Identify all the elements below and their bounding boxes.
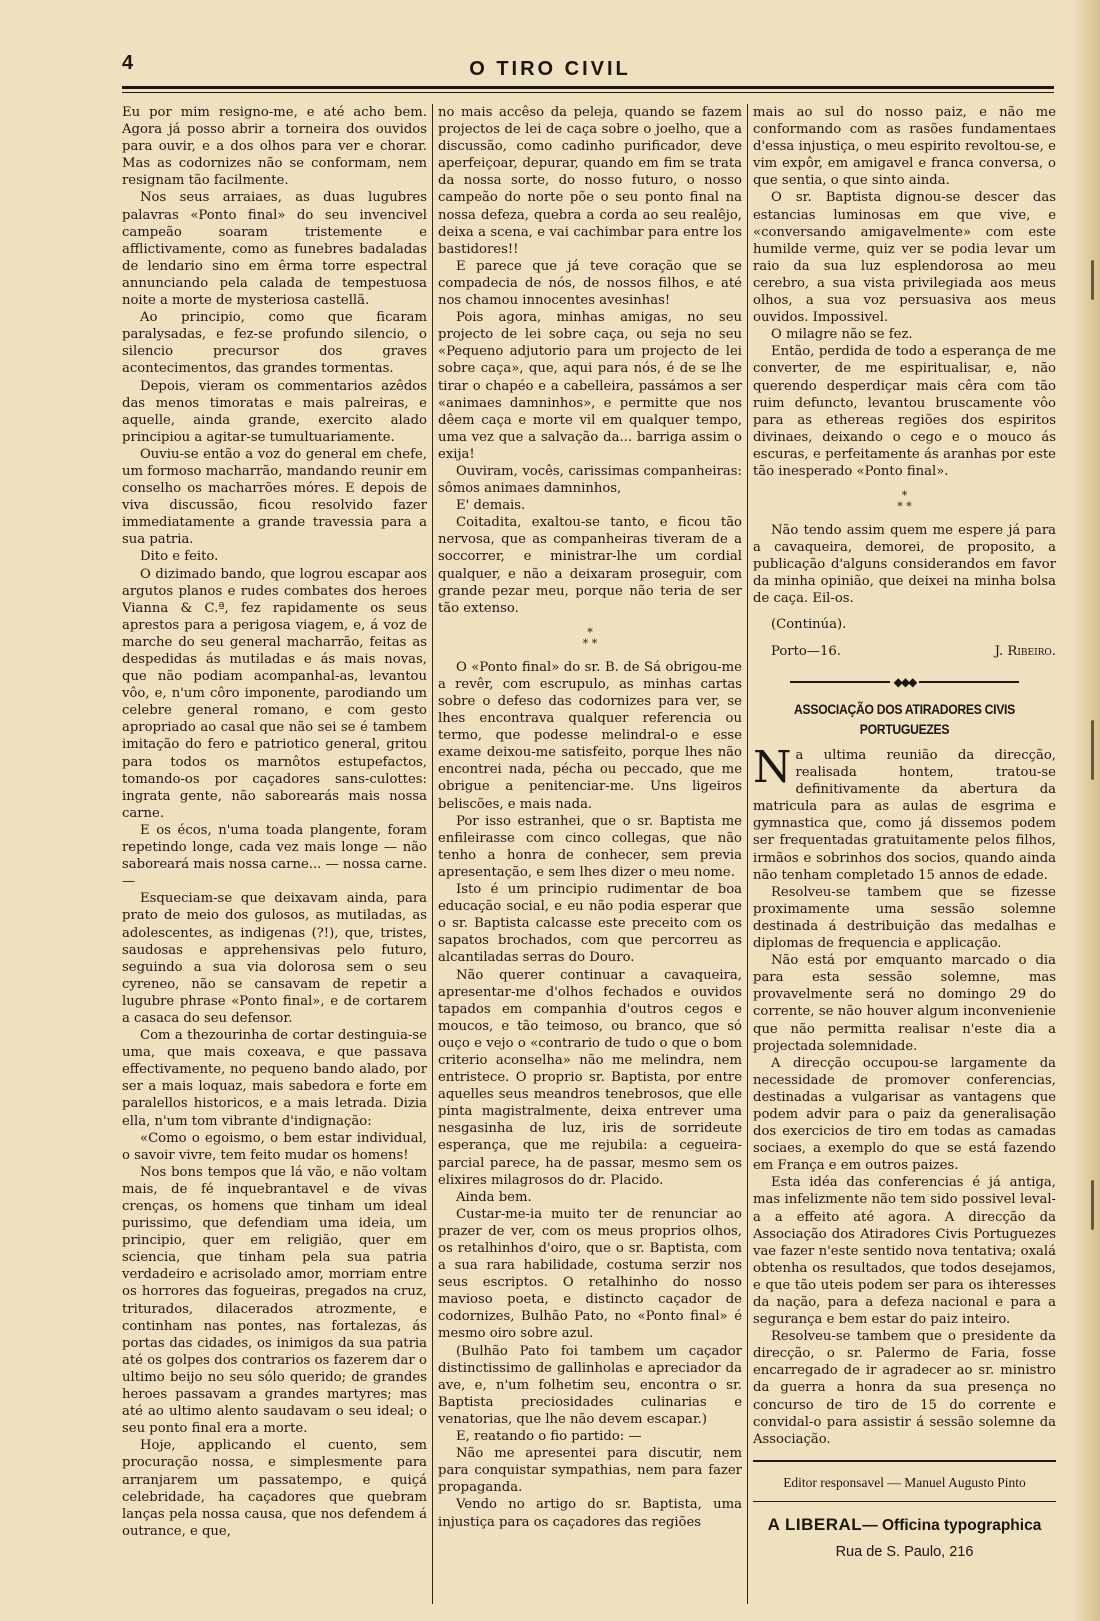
page-edge (1072, 0, 1100, 1621)
paragraph: Esta idéa das conferencias é já antiga, mas infelizmente não tem sido possivel leval-a a effeito até agora. A direcção da Associação dos Atiradores Civis Portuguezes vae fazer n'este sentido nova tentativa; oxalá obtenha os resultados, que todos desejamos, e que tão uteis podem ser para os ihteresses da nação, para a defeza nacional e para a segurança e bem estar do paiz inteiro. (753, 1175, 1056, 1328)
paragraph: E, reatando o fio partido: — (456, 1429, 642, 1445)
paragraph-text: a ultima reunião da direcção, realisada hontem, tratou-se definitivamente da abertura da matricula para as aulas de esgrima e gymnastica que, como já dissemos podem ser frequentadas gratuitamente pelos filhos, irmãos e sobrinhos dos socios, quando ainda não tenham completado 15 annos de edade. (753, 748, 1056, 883)
paragraph: E parece que já teve coração que se compadecia de nós, de nossos filhos, e até nos chamou innocentes avesinhas! (438, 258, 742, 309)
paragraph: Nos bons tempos que lá vão, e não voltam mais, de fé inquebrantavel e de vivas crenças, os homens que tinham um ideal purissimo, que defendiam uma ideia, um principio, quer em religião, quer em sciencia, que tinham pela sua patria verdadeiro e acrisolado amor, morriam entre os horrores das fogueiras, pregados na cruz, triturados, dilacerados atrozmente, e continham nas pontes, nas fortalezas, ás portas das cidades, os inimigos da sua patria até os golpes dos contrarios os fazerem dar o ultimo beijo no seu sólo querido; de grandes heroes passavam a grandes martyres; mas até ao ultimo alento saudavam o seu ideal; o seu ponto final era a morte. (122, 1164, 427, 1437)
paragraph: Coitadita, exaltou-se tanto, e ficou tão nervosa, que as companheiras tiveram de a soccorrer, e ministrar-lhe um cordial qualquer, e não a deixaram proseguir, com grande pezar meu, porque não teria de ser tão extenso. (438, 515, 742, 616)
paragraph: O sr. Baptista dignou-se descer das estancias luminosas em que vive, e «conversando amigavelmente» com este humilde verme, quiz ver se podia levar um raio da sua luz esplendorosa ao meu cerebro, a sua vista privilegiada aos meus olhos, a sua voz persuasiva aos meus ouvidos. Impossivel. (753, 190, 1056, 326)
paragraph: Por isso estranhei, que o sr. Baptista me enfileirasse com cinco collegas, que não tenho a honra de conhecer, sem previa apresentação, e sem lhes dizer o meu nome. (438, 813, 742, 880)
paragraph: Ainda bem. (456, 1189, 532, 1205)
section-title: ASSOCIAÇÃO DOS ATIRADORES CIVIS PORTUGUEZES (794, 701, 1015, 738)
paragraph: Ao principio, como que ficaram paralysadas, e fez-se profundo silencio, o silencio precursor dos graves acontecimentos, das grandes tormentas. (122, 310, 427, 377)
paragraph: Pois agora, minhas amigas, no seu projecto de lei sobre caça, ou seja no seu «Pequeno adjutorio para um projecto de lei sobre caça», que, aqui para nós, é de se lhe tirar o chapéo e a cabelleira, passámos a ser «animaes damninhos», e permitte que nos dêem caça e morte vil em qualquer tempo, uma vez que a salvação da... barriga assim o exija! (438, 310, 742, 462)
paragraph: no mais accêso da peleja, quando se fazem projectos de lei de caça sobre o joelho, que a discussão, como cadinho purificador, deve aperfeiçoar, depurar, quando em fim se trata da nossa sorte, do nosso futuro, o nosso campeão do norte põe o seu ponto final na nossa defeza, quebra a corda ao seu realêjo, deixa a scena, e vai cachimbar para entre los bastidores!! (438, 105, 742, 257)
paragraph: Esqueciam-se que deixavam ainda, para prato de meio dos gulosos, as mutiladas, as adolescentes, as indigenas (?!), que, tristes, saudosas e apprehensivas pelo futuro, seguindo a sua via dolorosa sem o seu cyreneo, não se cansavam de repetir a lugubre phrase «Ponto final», e de cortarem a casaca do seu defensor. (122, 891, 427, 1026)
paragraph: Nos seus arraiaes, as duas lugubres palavras «Ponto final» do seu invencivel campeão soaram tristemente e afflictivamente, como as funebres badaladas de lendario sino em êrma torre espectral annunciando pela calada de tempestuosa noite a morte de mysteriosa castellã. (122, 190, 427, 309)
header-rule (122, 86, 1054, 89)
paper-stain (1091, 720, 1094, 780)
signature-place: Porto—16. (771, 643, 841, 659)
asterism-separator: * * * (582, 625, 598, 650)
paragraph: Não me apresentei para discutir, nem para conquistar sympathias, nem para fazer propaganda. (438, 1446, 742, 1496)
paragraph: E os écos, n'uma toada plangente, foram repetindo longe, cada vez mais longe — não saboreará mais nossa carne... — nossa carne. — (122, 822, 427, 890)
column-2 (438, 104, 742, 1531)
paragraph: Não está por emquanto marcado o dia para esta sessão solemne, mas provavelmente será no domingo 29 do corrente, se não houver algum inconvenienie que não permitta realisar n'este dia a projectada solemnidade. (753, 953, 1056, 1054)
paragraph (753, 742, 1056, 884)
paragraph: Com a thezourinha de cortar destinguia-se uma, que mais coxeava, e que passava effectivamente, no pequeno bando alado, por ser a mais loquaz, mais sabedora e forte em paralellos historicos, e a mais letrada. Dizia ella, n'um tom vibrante d'indignação: (122, 1028, 427, 1129)
footer-rule (753, 1460, 1056, 1462)
paragraph: O dizimado bando, que logrou escapar aos argutos planos e rudes combates dos heroes Vianna & C.ª, fez rapidamente os seus aprestos para a perigosa viagem, e, á voz de marche do seu general macharrão, feitas as despedidas ás mutiladas e ás mais novas, que não podiam acompanhal-as, levantou vôo, e, n'um côro imponente, parodiando um celebre general romano, e com gesto apropriado ao casal que não sei se é tambem imitação do fero e patriotico general, gritou para todos os marnôtos estupefactos, tomando-os por caçadores sans-culottes: ingrata gente, não saborearás mais nossa carne. (122, 566, 427, 821)
printer-line (753, 1516, 1056, 1534)
paragraph: O «Ponto final» do sr. B. de Sá obrigou-me a revêr, com escrupulo, as minhas cartas sobre o defeso das codornizes para ver, se lhes encontrava qualquer referencia ou termo, que podesse melindral-o e esse exame deixou-me satisfeito, porque lhes não encontrei nada, pécha ou peccado, que me obrigue a penitenciar-me. Uns ligeiros beliscões, e mais nada. (438, 659, 742, 812)
paragraph: «Como o egoismo, o bem estar individual, o savoir vivre, tem feito mudar os homens! (122, 1130, 427, 1163)
printer-name: A LIBERAL (767, 1514, 863, 1534)
paragraph: O milagre não se fez. (771, 327, 913, 343)
column-divider (747, 104, 748, 1604)
paragraph: Depois, vieram os commentarios azêdos das menos timoratas e mais palreiras, e aquelle, ainda grande, exercito alado principiou a agitar-se tumultuariamente. (122, 378, 427, 445)
paragraph: Isto é um principio rudimentar de boa educação social, e eu não podia esperar que o sr. Baptista calcasse este preceito com os sapatos brochados, com que percorreu as alcantiladas serras do Douro. (438, 882, 742, 966)
page-number: 4 (122, 52, 134, 74)
signature-line (771, 643, 1056, 660)
paragraph: Dito e feito. (140, 549, 219, 565)
paragraph: Resolveu-se tambem que se fizesse proximamente uma sessão solemne destinada á destribuição das medalhas e diplomas de frequencia e applicação. (753, 884, 1056, 952)
drop-cap: N (753, 742, 792, 793)
paragraph: Ouviu-se então a voz do general em chefe, um formoso macharrão, mandando reunir em conselho os macharrões móres. E depois de viva discussão, ficou resolvido fazer immediatamente a grande travessia para a sua patria. (122, 446, 427, 548)
printer-description: — Officina typographica (862, 1516, 1042, 1534)
paragraph: E' demais. (456, 498, 526, 514)
footer-rule-thin (753, 1501, 1056, 1502)
paragraph: Então, perdida de todo a esperança de me converter, de me espiritualisar, e, não querendo desperdiçar mais cêra com tão ruim defuncto, levantou bruscamente vôo para as ethereas regiões dos espiritos divinaes, deixando o cego e o mouco ás escuras, e perfeitamente ás aranhas por este tão inesperado «Ponto final». (753, 344, 1056, 479)
paragraph: Custar-me-ia muito ter de renunciar ao prazer de ver, com os meus proprios olhos, os retalhinhos d'oiro, que o sr. Baptista, com a sua rara habilidade, costuma serzir nos seus escriptos. O retalhinho do nosso mavioso poeta, e distincto caçador de codornizes, Bulhão Pato, no «Ponto final» é mesmo oiro sobre azul. (438, 1206, 742, 1342)
paragraph: Resolveu-se tambem que o presidente da direcção, o sr. Palermo de Faria, fosse encarregado de ir agradecer ao sr. ministro da guerra a honra da sua presença no concurso de tiro de 15 do corrente e convidal-o para assistir á sessão solemne da Associação. (753, 1329, 1056, 1447)
column-3 (753, 104, 1056, 1561)
header-rule-thin (122, 92, 1054, 93)
signature-author: J. Ribeiro. (994, 643, 1056, 659)
paragraph: Eu por mim resigno-me, e até acho bem. Agora já posso abrir a torneira dos ouvidos para ouvir, e a dos olhos para ver e chorar. Mas as codornizes não se conformam, nem resignam tão facilmente. (122, 105, 427, 189)
printer-address: Rua de S. Paulo, 216 (835, 1544, 974, 1561)
paragraph: Ouviram, vocês, carissimas companheiras: sômos animaes damninhos, (438, 463, 742, 497)
continued-note: (Continúa). (771, 616, 847, 632)
paragraph: Não tendo assim quem me espere já para a cavaqueira, demorei, de proposito, a publicação d'alguns considerandos em favor da minha opinião, que deixei na minha bolsa de caça. Eil-os. (753, 523, 1056, 607)
paper-stain (1091, 260, 1094, 300)
editor-line: Editor responsavel — Manuel Augusto Pinto (783, 1474, 1026, 1490)
paragraph: mais ao sul do nosso paiz, e não me conformando com as rasões fundamentaes d'essa injustiça, o meu espirito revoltou-se, e vim expôr, em amigavel e franca conversa, o que sentia, o que sinto ainda. (753, 105, 1056, 189)
paragraph: (Bulhão Pato foi tambem um caçador distinctissimo de gallinholas e apreciador da ave, e, n'um folhetim seu, encontra o sr. Baptista preciosidades culinarias e venatorias, que lhe não devem escapar.) (438, 1343, 742, 1427)
paragraph: A direcção occupou-se largamente da necessidade de promover conferencias, destinadas a vulgarisar as vantagens que podem advir para o paiz da generalisação dos exercicios de tiro em todas as camadas sociaes, a exemplo do que se está fazendo em França e em outros paizes. (753, 1055, 1056, 1174)
paragraph: Vendo no artigo do sr. Baptista, uma injustiça para os caçadores das regiões (438, 1497, 742, 1530)
column-divider (432, 104, 433, 1604)
paragraph: Hoje, applicando el cuento, sem procuração nossa, e simplesmente para arranjarem um passatempo, e quiçá celebridade, ha caçadores que quebram lanças pela nossa causa, que nos defendem á outrance, e que, (122, 1438, 427, 1539)
ornamental-divider: ◆◆◆ (753, 674, 1056, 691)
asterism-separator: * * * (897, 489, 912, 514)
paper-stain (1091, 1180, 1094, 1230)
newspaper-title: O TIRO CIVIL (469, 58, 631, 80)
paragraph: Não querer continuar a cavaqueira, apresentar-me d'olhos fechados e ouvidos tapados em companhia d'outros cegos e moucos, e tão teimoso, ou branco, que só ouço e vejo o «contrario de tudo o que o bom criterio aconselha» não me melindra, nem entristece. O proprio sr. Baptista, por entre aquelles seus meandros tenebrosos, que elle pinta magistralmente, deixa entrever uma nesgasinha de luz, iris de sorrideute esperança, que me rejubila: a cegueira-parcial parece, ha de passar, mesmo sem os elixires milagrosos do dr. Placido. (438, 967, 742, 1188)
column-1 (122, 104, 427, 1540)
